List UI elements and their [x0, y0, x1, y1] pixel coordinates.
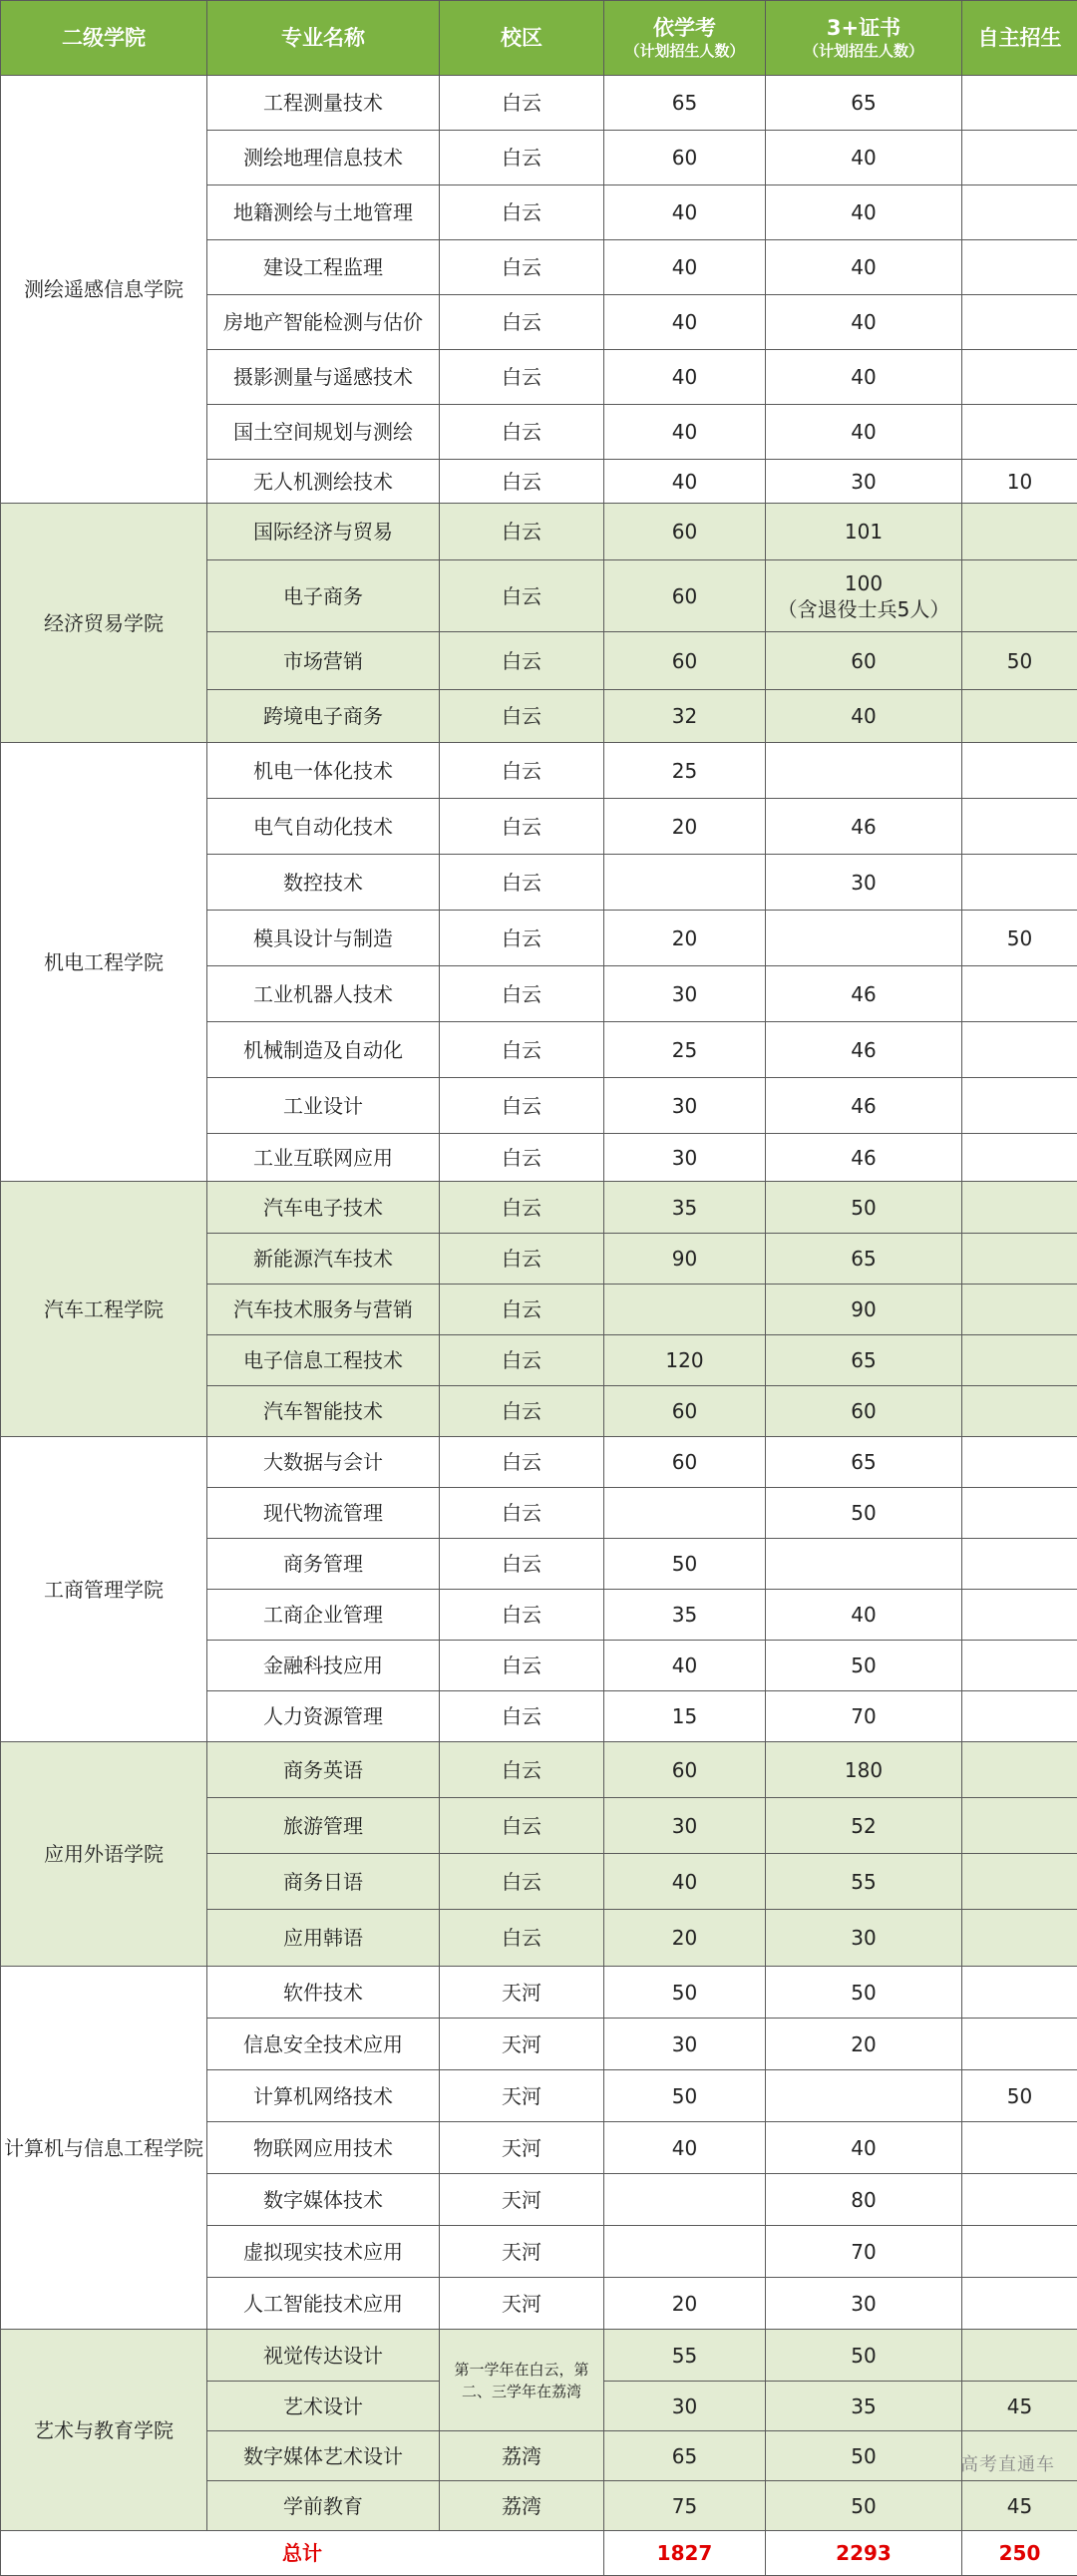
self-quota: [962, 2330, 1077, 2382]
self-quota: 45: [962, 2382, 1077, 2431]
self-quota: [962, 240, 1077, 295]
campus: 白云: [440, 405, 604, 460]
major-name: 金融科技应用: [207, 1641, 440, 1691]
exam-quota: 40: [604, 295, 766, 350]
self-quota: [962, 1437, 1077, 1488]
exam-quota: 55: [604, 2330, 766, 2382]
self-quota: [962, 1285, 1077, 1335]
major-name: 地籍测绘与土地管理: [207, 185, 440, 240]
cert-quota: 101: [766, 504, 962, 560]
exam-quota: 60: [604, 560, 766, 632]
college-name: 测绘遥感信息学院: [1, 76, 207, 504]
cert-quota: 40: [766, 350, 962, 405]
exam-quota: 40: [604, 350, 766, 405]
exam-quota: 20: [604, 911, 766, 966]
campus: 白云: [440, 1488, 604, 1539]
campus: 白云: [440, 1742, 604, 1798]
major-name: 虚拟现实技术应用: [207, 2226, 440, 2278]
campus: 白云: [440, 240, 604, 295]
campus: 天河: [440, 2070, 604, 2122]
major-name: 工业机器人技术: [207, 966, 440, 1022]
self-quota: [962, 560, 1077, 632]
exam-quota: 50: [604, 2070, 766, 2122]
exam-quota: 30: [604, 1798, 766, 1854]
self-quota: [962, 1335, 1077, 1386]
cert-quota-note: （含退役士兵5人）: [766, 596, 961, 622]
self-quota: [962, 690, 1077, 743]
cert-quota: 60: [766, 1386, 962, 1437]
college-name: 工商管理学院: [1, 1437, 207, 1742]
major-name: 物联网应用技术: [207, 2122, 440, 2174]
major-name: 建设工程监理: [207, 240, 440, 295]
major-name: 数控技术: [207, 855, 440, 911]
cert-quota: 50: [766, 1641, 962, 1691]
exam-quota: 30: [604, 1134, 766, 1182]
campus: 白云: [440, 1182, 604, 1234]
major-name: 旅游管理: [207, 1798, 440, 1854]
table-row: [1, 76, 1077, 131]
self-quota: 45: [962, 2481, 1077, 2531]
exam-quota: 40: [604, 1641, 766, 1691]
self-quota: [962, 1742, 1077, 1798]
cert-quota: 52: [766, 1798, 962, 1854]
table-row: [1, 743, 1077, 799]
header-self: 自主招生: [962, 1, 1077, 76]
cert-quota: 65: [766, 1437, 962, 1488]
self-quota: [962, 1691, 1077, 1742]
self-quota: [962, 1539, 1077, 1590]
major-name: 新能源汽车技术: [207, 1234, 440, 1285]
major-name: 数字媒体艺术设计: [207, 2431, 440, 2481]
self-quota: [962, 1182, 1077, 1234]
campus: 白云: [440, 855, 604, 911]
campus: 白云: [440, 799, 604, 855]
cert-quota: 90: [766, 1285, 962, 1335]
major-name: 工业设计: [207, 1078, 440, 1134]
exam-quota: 35: [604, 1182, 766, 1234]
cert-quota: [766, 560, 962, 632]
cert-quota: [766, 1539, 962, 1590]
self-quota: 50: [962, 2070, 1077, 2122]
header-row: [1, 1, 1077, 76]
exam-quota: 40: [604, 405, 766, 460]
campus: 白云: [440, 1437, 604, 1488]
college-name: 计算机与信息工程学院: [1, 1967, 207, 2330]
campus: 白云: [440, 743, 604, 799]
exam-quota: 60: [604, 1742, 766, 1798]
exam-quota: [604, 1285, 766, 1335]
exam-quota: 75: [604, 2481, 766, 2531]
cert-quota: 65: [766, 1335, 962, 1386]
campus: 白云: [440, 1590, 604, 1641]
major-name: 电子商务: [207, 560, 440, 632]
cert-quota: 80: [766, 2174, 962, 2226]
major-name: 房地产智能检测与估价: [207, 295, 440, 350]
self-quota: [962, 185, 1077, 240]
table-row: [1, 504, 1077, 560]
campus: 白云: [440, 185, 604, 240]
self-quota: [962, 405, 1077, 460]
campus: 白云: [440, 1134, 604, 1182]
cert-quota: [766, 2070, 962, 2122]
exam-quota: 30: [604, 1078, 766, 1134]
self-quota: [962, 1022, 1077, 1078]
self-quota: [962, 743, 1077, 799]
exam-quota: 60: [604, 632, 766, 690]
campus: 白云: [440, 1386, 604, 1437]
exam-quota: 40: [604, 1854, 766, 1910]
exam-quota: 15: [604, 1691, 766, 1742]
cert-quota: 40: [766, 690, 962, 743]
total-cert: 2293: [766, 2531, 962, 2576]
major-name: 跨境电子商务: [207, 690, 440, 743]
exam-quota: [604, 2226, 766, 2278]
exam-quota: 40: [604, 2122, 766, 2174]
campus: 白云: [440, 1539, 604, 1590]
self-quota: [962, 1386, 1077, 1437]
header-cert: 3+证书 （计划招生人数）: [766, 1, 962, 76]
college-name: 汽车工程学院: [1, 1182, 207, 1437]
cert-quota: 50: [766, 1488, 962, 1539]
campus: 天河: [440, 2019, 604, 2070]
cert-quota: 40: [766, 131, 962, 185]
campus: 白云: [440, 1078, 604, 1134]
campus: 白云: [440, 966, 604, 1022]
exam-quota: 25: [604, 743, 766, 799]
self-quota: [962, 295, 1077, 350]
self-quota: [962, 1234, 1077, 1285]
cert-quota: 40: [766, 185, 962, 240]
major-name: 计算机网络技术: [207, 2070, 440, 2122]
exam-quota: 50: [604, 1967, 766, 2019]
exam-quota: 65: [604, 76, 766, 131]
header-college: 二级学院: [1, 1, 207, 76]
self-quota: [962, 350, 1077, 405]
campus: 白云: [440, 76, 604, 131]
cert-quota: 46: [766, 1022, 962, 1078]
campus: 白云: [440, 632, 604, 690]
cert-quota: 30: [766, 1910, 962, 1967]
table-row: [1, 2330, 1077, 2382]
major-name: 艺术设计: [207, 2382, 440, 2431]
self-quota: [962, 1488, 1077, 1539]
campus: 白云: [440, 1285, 604, 1335]
campus: 白云: [440, 1691, 604, 1742]
self-quota: [962, 855, 1077, 911]
major-name: 汽车智能技术: [207, 1386, 440, 1437]
exam-quota: 50: [604, 1539, 766, 1590]
campus: 白云: [440, 911, 604, 966]
major-name: 人工智能技术应用: [207, 2278, 440, 2330]
campus: 天河: [440, 1967, 604, 2019]
table-row: [1, 1742, 1077, 1798]
exam-quota: 40: [604, 185, 766, 240]
campus: 白云: [440, 1335, 604, 1386]
exam-quota: 65: [604, 2431, 766, 2481]
cert-quota: 40: [766, 2122, 962, 2174]
campus: 天河: [440, 2278, 604, 2330]
self-quota: [962, 504, 1077, 560]
header-campus: 校区: [440, 1, 604, 76]
major-name: 机电一体化技术: [207, 743, 440, 799]
total-label: 总计: [1, 2531, 604, 2576]
cert-quota: 60: [766, 632, 962, 690]
exam-quota: 25: [604, 1022, 766, 1078]
major-name: 国际经济与贸易: [207, 504, 440, 560]
cert-quota: 30: [766, 2278, 962, 2330]
exam-quota: 35: [604, 1590, 766, 1641]
cert-quota: 55: [766, 1854, 962, 1910]
campus: 白云: [440, 1022, 604, 1078]
cert-quota: 70: [766, 1691, 962, 1742]
campus: 白云: [440, 350, 604, 405]
exam-quota: 20: [604, 1910, 766, 1967]
campus: 荔湾: [440, 2481, 604, 2531]
self-quota: [962, 1910, 1077, 1967]
cert-quota: 50: [766, 2330, 962, 2382]
self-quota: [962, 1078, 1077, 1134]
major-name: 摄影测量与遥感技术: [207, 350, 440, 405]
major-name: 信息安全技术应用: [207, 2019, 440, 2070]
exam-quota: 30: [604, 2382, 766, 2431]
exam-quota: 90: [604, 1234, 766, 1285]
major-name: 商务管理: [207, 1539, 440, 1590]
college-name: 经济贸易学院: [1, 504, 207, 743]
major-name: 市场营销: [207, 632, 440, 690]
major-name: 现代物流管理: [207, 1488, 440, 1539]
cert-quota: 40: [766, 1590, 962, 1641]
major-name: 工业互联网应用: [207, 1134, 440, 1182]
cert-quota: 20: [766, 2019, 962, 2070]
exam-quota: 120: [604, 1335, 766, 1386]
campus: 白云: [440, 1641, 604, 1691]
cert-quota: 35: [766, 2382, 962, 2431]
cert-quota: 40: [766, 295, 962, 350]
cert-quota: 50: [766, 2481, 962, 2531]
campus: 白云: [440, 295, 604, 350]
self-quota: [962, 1967, 1077, 2019]
cert-quota: 46: [766, 966, 962, 1022]
campus: 白云: [440, 560, 604, 632]
major-name: 商务日语: [207, 1854, 440, 1910]
college-name: 艺术与教育学院: [1, 2330, 207, 2531]
major-name: 电气自动化技术: [207, 799, 440, 855]
major-name: 模具设计与制造: [207, 911, 440, 966]
major-name: 工商企业管理: [207, 1590, 440, 1641]
campus: 荔湾: [440, 2431, 604, 2481]
cert-quota: 46: [766, 1078, 962, 1134]
self-quota: [962, 1134, 1077, 1182]
exam-quota: 20: [604, 799, 766, 855]
cert-quota: 30: [766, 460, 962, 504]
campus: 天河: [440, 2226, 604, 2278]
total-self: 250: [962, 2531, 1077, 2576]
header-exam: 依学考 （计划招生人数）: [604, 1, 766, 76]
self-quota: [962, 1854, 1077, 1910]
cert-quota-value: 100: [766, 570, 961, 596]
table-row: [1, 1967, 1077, 2019]
self-quota: 50: [962, 911, 1077, 966]
campus: 白云: [440, 460, 604, 504]
major-name: 商务英语: [207, 1742, 440, 1798]
major-name: 人力资源管理: [207, 1691, 440, 1742]
campus: 白云: [440, 690, 604, 743]
college-name: 机电工程学院: [1, 743, 207, 1182]
cert-quota: 40: [766, 405, 962, 460]
exam-quota: 60: [604, 1386, 766, 1437]
cert-quota: 50: [766, 1967, 962, 2019]
table-row: [1, 1437, 1077, 1488]
major-name: 大数据与会计: [207, 1437, 440, 1488]
campus: 天河: [440, 2174, 604, 2226]
exam-quota: 30: [604, 966, 766, 1022]
campus: 白云: [440, 1798, 604, 1854]
watermark: 高考直通车: [960, 2450, 1055, 2476]
major-name: 机械制造及自动化: [207, 1022, 440, 1078]
major-name: 软件技术: [207, 1967, 440, 2019]
major-name: 国土空间规划与测绘: [207, 405, 440, 460]
exam-quota: 40: [604, 460, 766, 504]
exam-quota: 60: [604, 504, 766, 560]
self-quota: [962, 1641, 1077, 1691]
self-quota: [962, 76, 1077, 131]
self-quota: [962, 1590, 1077, 1641]
self-quota: [962, 2174, 1077, 2226]
cert-quota: 180: [766, 1742, 962, 1798]
self-quota: 10: [962, 460, 1077, 504]
self-quota: [962, 966, 1077, 1022]
header-major: 专业名称: [207, 1, 440, 76]
self-quota: [962, 2122, 1077, 2174]
major-name: 汽车技术服务与营销: [207, 1285, 440, 1335]
cert-quota: 50: [766, 2431, 962, 2481]
major-name: 数字媒体技术: [207, 2174, 440, 2226]
exam-quota: 40: [604, 240, 766, 295]
exam-quota: 32: [604, 690, 766, 743]
campus: 白云: [440, 1910, 604, 1967]
cert-quota: [766, 911, 962, 966]
campus: 白云: [440, 1234, 604, 1285]
cert-quota: 30: [766, 855, 962, 911]
cert-quota: 50: [766, 1182, 962, 1234]
cert-quota: [766, 743, 962, 799]
exam-quota: [604, 1488, 766, 1539]
campus: 白云: [440, 1854, 604, 1910]
campus-note: 第一学年在白云，第二、三学年在荔湾: [440, 2330, 604, 2431]
self-quota: [962, 1798, 1077, 1854]
exam-quota: [604, 2174, 766, 2226]
self-quota: 50: [962, 632, 1077, 690]
major-name: 测绘地理信息技术: [207, 131, 440, 185]
cert-quota: 65: [766, 76, 962, 131]
exam-quota: [604, 855, 766, 911]
exam-quota: 30: [604, 2019, 766, 2070]
major-name: 视觉传达设计: [207, 2330, 440, 2382]
cert-quota: 46: [766, 799, 962, 855]
college-name: 应用外语学院: [1, 1742, 207, 1967]
exam-quota: 60: [604, 1437, 766, 1488]
cert-quota: 40: [766, 240, 962, 295]
campus: 白云: [440, 131, 604, 185]
cert-quota: 65: [766, 1234, 962, 1285]
major-name: 应用韩语: [207, 1910, 440, 1967]
campus: 天河: [440, 2122, 604, 2174]
total-exam: 1827: [604, 2531, 766, 2576]
self-quota: [962, 799, 1077, 855]
self-quota: [962, 131, 1077, 185]
major-name: 无人机测绘技术: [207, 460, 440, 504]
cert-quota: 70: [766, 2226, 962, 2278]
self-quota: [962, 2278, 1077, 2330]
self-quota: [962, 2226, 1077, 2278]
major-name: 工程测量技术: [207, 76, 440, 131]
major-name: 电子信息工程技术: [207, 1335, 440, 1386]
total-row: [1, 2531, 1077, 2576]
major-name: 学前教育: [207, 2481, 440, 2531]
cert-quota: 46: [766, 1134, 962, 1182]
exam-quota: 20: [604, 2278, 766, 2330]
major-name: 汽车电子技术: [207, 1182, 440, 1234]
self-quota: [962, 2019, 1077, 2070]
exam-quota: 60: [604, 131, 766, 185]
table-row: [1, 1182, 1077, 1234]
campus: 白云: [440, 504, 604, 560]
